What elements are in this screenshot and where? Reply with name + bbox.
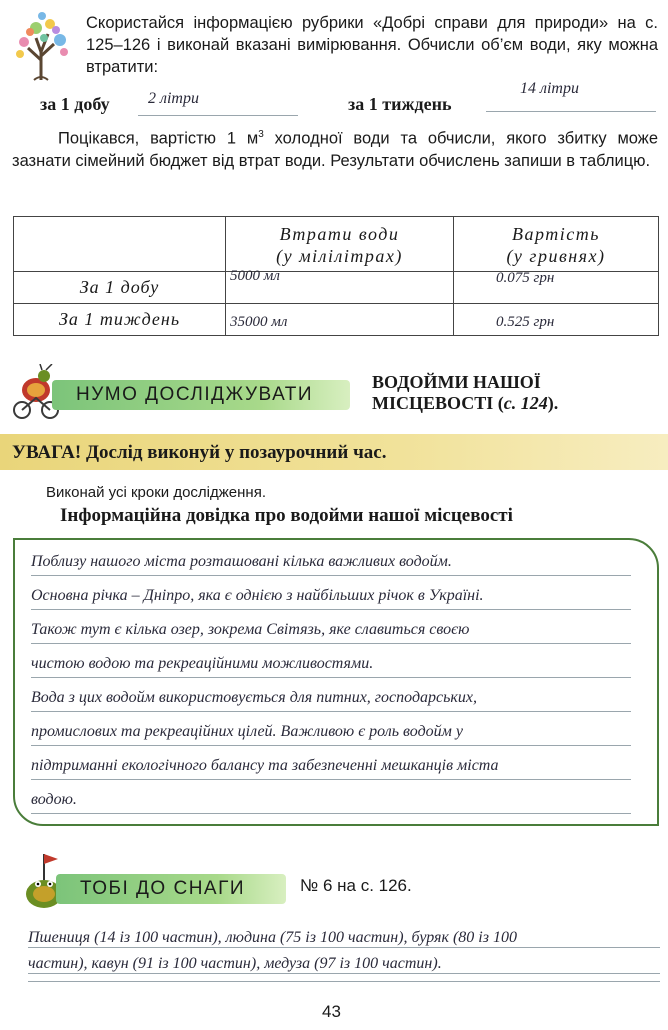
table-row xyxy=(14,304,659,336)
table-header-row xyxy=(14,217,659,272)
cost-cell[interactable]: 0.525 грн xyxy=(454,304,659,336)
info-title: Інформаційна довідка про водойми нашої місцевості xyxy=(60,505,513,526)
week-label: за 1 тиждень xyxy=(348,94,452,114)
page-number: 43 xyxy=(322,1002,341,1021)
row-label: За 1 тиждень xyxy=(14,304,226,336)
info-line[interactable]: Також тут є кілька озер, зокрема Світязь, яке славиться своєю xyxy=(31,610,631,644)
day-value: 2 літри xyxy=(148,90,199,107)
week-answer-line[interactable] xyxy=(486,80,656,112)
homework-banner: ТОБІ ДО СНАГИ xyxy=(56,874,286,904)
day-label: за 1 добу xyxy=(40,94,110,114)
homework-task: № 6 на с. 126. xyxy=(300,876,412,895)
info-line[interactable]: промислових та рекреаційних цілей. Важливою є роль водойм у xyxy=(31,712,631,746)
steps-text: Виконай усі кроки дослідження. xyxy=(46,484,266,501)
header-loss: Втрати води (у мілілітрах) xyxy=(226,217,454,272)
tree-icon xyxy=(6,10,76,82)
row-label: За 1 добу xyxy=(14,272,226,304)
explore-banner: НУМО ДОСЛІДЖУВАТИ xyxy=(52,380,350,410)
info-line[interactable]: чистою водою та рекреаційними можливостями. xyxy=(31,644,631,678)
loss-cell[interactable]: 35000 мл xyxy=(226,304,454,336)
info-line[interactable]: Поблизу нашого міста розташовані кілька важливих водойм. xyxy=(31,542,631,576)
homework-line[interactable]: Пшениця (14 із 100 частин), людина (75 із 100 частин), буряк (80 із 100 xyxy=(28,922,660,948)
warning-text: УВАГА! Дослід виконуй у позаурочний час. xyxy=(12,442,387,463)
table-corner-cell xyxy=(14,217,226,272)
cost-paragraph: Поцікався, вартістю 1 $м^3$ холодної води та обчисли, якого збитку може зазнати сімейний бюджет від втрат води. Результати обчислень запиши в таблицю. xyxy=(12,129,658,170)
homework-line[interactable]: частин), кавун (91 із 100 частин), медуза (97 із 100 частин). xyxy=(28,948,660,974)
cost-cell[interactable]: 0.075 грн xyxy=(454,272,659,304)
info-line[interactable]: Основна річка – Дніпро, яка є однією з найбільших річок в Україні. xyxy=(31,576,631,610)
header-cost: Вартість (у гривнях) xyxy=(454,217,659,272)
explore-topic: ВОДОЙМИ НАШОЇ МІСЦЕВОСТІ (с. 124). xyxy=(372,372,559,413)
water-loss-table xyxy=(13,216,659,336)
info-line[interactable]: підтриманні екологічного балансу та забезпеченні мешканців міста xyxy=(31,746,631,780)
info-line[interactable]: Вода з цих водойм використовується для питних, господарських, xyxy=(31,678,631,712)
week-value: 14 літри xyxy=(520,80,579,97)
loss-cell[interactable]: 5000 мл xyxy=(226,272,454,304)
homework-line[interactable] xyxy=(28,974,660,982)
table-row xyxy=(14,272,659,304)
info-box xyxy=(13,538,659,826)
info-line[interactable]: водою. xyxy=(31,780,631,814)
intro-text: Скористайся інформацією рубрики «Добрі справи для природи» на с. 125–126 і виконай вказані вимірювання. Обчисли об’єм води, яку можна втратити: xyxy=(86,14,658,76)
day-answer-line[interactable] xyxy=(138,90,298,116)
